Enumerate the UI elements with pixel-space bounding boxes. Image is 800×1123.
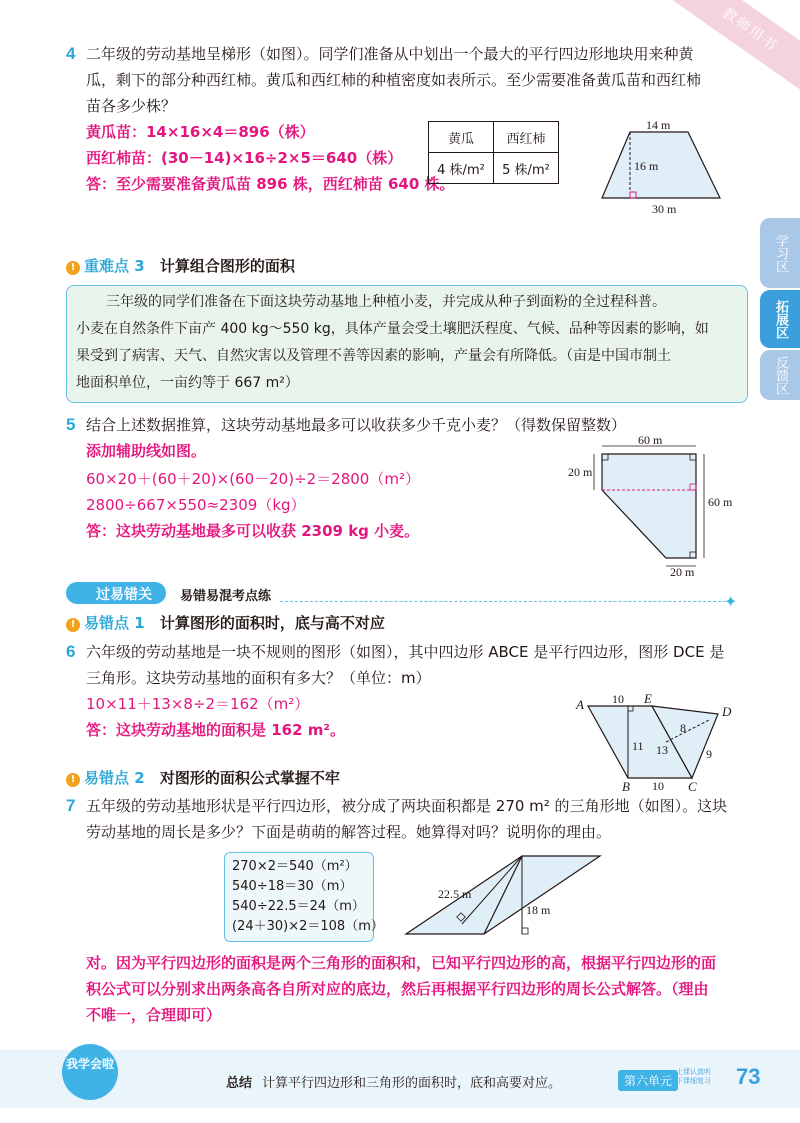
error-point-2-title: 对图形的面积公式掌握不牢 [159,769,340,787]
banner-title: 过易错关 [96,587,152,603]
section-key-point-3 [66,255,295,276]
irregular-figure [574,694,744,794]
q5-answer-3: 2800÷667×550≈2309（kg） [86,496,306,514]
land-figure [566,436,746,578]
land-left-label: 20 m [568,465,593,479]
land-bottom-label: 20 m [670,565,695,578]
land-top-label: 60 m [638,436,663,447]
info-line-2: 小麦在自然条件下亩产 400 kg～550 kg，具体产量会受土壤肥沃程度、气候、品种等因素的影响，如 [76,321,709,337]
work-line-4: (24＋30)×2＝108（m） [232,919,384,934]
star-icon: ✦ [724,592,738,611]
watermark: 教师用书 [673,0,800,92]
label-22-5: 22.5 m [438,887,472,901]
q6-answer-1: 10×11＋13×8÷2＝162（m²） [86,695,310,713]
q4-answer-3: 答：至少需要准备黄瓜苗 896 株，西红柿苗 640 株。 [86,175,455,193]
table-value-cucumber: 4 株/m² [429,153,494,184]
land-right-label: 60 m [708,495,733,509]
error-point-2 [66,767,340,788]
q7-text-1: 五年级的劳动基地形状是平行四边形，被分成了两块面积都是 270 m² 的三角形地（如图）。这块 [86,797,728,815]
vertex-e: E [644,694,652,706]
section-title: 计算组合图形的面积 [159,257,295,275]
unit-subtitle: 上课认真听 下课细复习 [676,1068,711,1085]
error-point-1-tag: 易错点 1 [84,614,145,632]
label-8: 8 [680,721,686,735]
info-line-3: 果受到了病害、天气、自然灾害以及管理不善等因素的影响，产量会有所降低。（亩是中国市制土 [76,348,671,364]
label-13: 13 [656,743,668,757]
page-number: 73 [736,1064,761,1089]
error-point-1 [66,612,385,633]
trapezoid-top-label: 14 m [646,118,671,132]
vertex-b: B [622,779,630,794]
q4-answer-2: 西红柿苗：(30－14)×16÷2×5＝640（株） [86,149,403,167]
trapezoid-shape [602,132,720,198]
parallelogram-figure [402,852,602,938]
tab-study[interactable]: 学习区 [760,218,800,288]
unit-label: 第六单元 [618,1070,678,1091]
q6-text-2: 三角形。这块劳动基地的面积有多大？（单位：m） [86,669,431,687]
banner-subtitle: 易错易混考点练 [180,589,272,604]
summary-label: 总结 [226,1076,253,1091]
q7-answer-2: 积公式可以分别求出两条高各自所对应的底边，然后再根据平行四边形的周长公式解答。（理由 [86,980,709,998]
summary-text: 计算平行四边形和三角形的面积时，底和高要对应。 [262,1076,562,1091]
q6-text-1: 六年级的劳动基地是一块不规则的图形（如图），其中四边形 ABCE 是平行四边形，图形 DCE 是 [86,643,725,661]
q4-number: 4 [66,44,76,63]
tab-extend[interactable]: 拓展区 [760,290,800,348]
section-tag: 重难点 3 [84,257,145,275]
label-11: 11 [632,739,644,753]
table-header-cucumber: 黄瓜 [429,122,494,153]
error-point-2-tag: 易错点 2 [84,769,145,787]
warning-icon-2: ! [66,773,80,787]
q4-text-2: 瓜，剩下的部分种西红柿。黄瓜和西红柿的种植密度如表所示。至少需要准备黄瓜苗和西红柿 [86,71,702,89]
q5-answer-2: 60×20＋(60＋20)×(60－20)÷2＝2800（m²） [86,470,420,488]
tab-feedback[interactable]: 反馈区 [760,350,800,400]
vertex-c: C [688,779,697,794]
q4-text-1: 二年级的劳动基地呈梯形（如图）。同学们准备从中划出一个最大的平行四边形地块用来种黄 [86,45,694,63]
q6-number: 6 [66,642,76,661]
vertex-d: D [722,704,732,719]
footer-badge: 我学会啦 [62,1044,118,1100]
q4-text-3: 苗各多少株？ [86,97,177,115]
label-18: 18 m [526,903,551,917]
info-line-4: 地面积单位，一亩约等于 667 m²） [76,375,299,391]
warning-icon: ! [66,618,80,632]
table-value-tomato: 5 株/m² [494,153,559,184]
trapezoid-figure [596,118,726,218]
q5-number: 5 [66,415,76,434]
lightbulb-icon: ! [66,261,80,275]
q5-text: 结合上述数据推算，这块劳动基地最多可以收获多少千克小麦？（得数保留整数） [86,416,627,434]
right-angle-mark-p1 [522,928,528,934]
trapezoid-bottom-label: 30 m [652,202,677,216]
info-line-1: 三年级的同学们准备在下面这块劳动基地上种植小麦，并完成从种子到面粉的全过程科普。 [106,294,666,310]
density-table [428,121,559,184]
work-line-3: 540÷22.5＝24（m） [232,899,365,914]
q7-answer-3: 不唯一，合理即可） [86,1006,222,1024]
label-10-bottom: 10 [652,779,664,793]
q4-answer-1: 黄瓜苗：14×16×4＝896（株） [86,123,315,141]
q7-answer-1: 对。因为平行四边形的面积是两个三角形的面积和，已知平行四边形的高，根据平行四边形的面 [86,954,717,972]
label-9: 9 [706,747,712,761]
error-point-1-title: 计算图形的面积时，底与高不对应 [159,614,385,632]
q7-number: 7 [66,796,76,815]
q6-answer-2: 答：这块劳动基地的面积是 162 m²。 [86,721,345,739]
banner-rule [280,601,726,602]
q5-answer-4: 答：这块劳动基地最多可以收获 2309 kg 小麦。 [86,522,420,540]
label-10-top: 10 [612,694,624,706]
vertex-a: A [576,697,584,712]
work-line-1: 270×2＝540（m²） [232,859,358,874]
work-line-2: 540÷18＝30（m） [232,879,353,894]
land-shape [602,454,696,558]
table-header-tomato: 西红柿 [494,122,559,153]
q7-text-2: 劳动基地的周长是多少？下面是萌萌的解答过程。她算得对吗？说明你的理由。 [86,823,612,841]
trapezoid-height-label: 16 m [634,159,659,173]
q5-answer-1: 添加辅助线如图。 [86,442,207,460]
